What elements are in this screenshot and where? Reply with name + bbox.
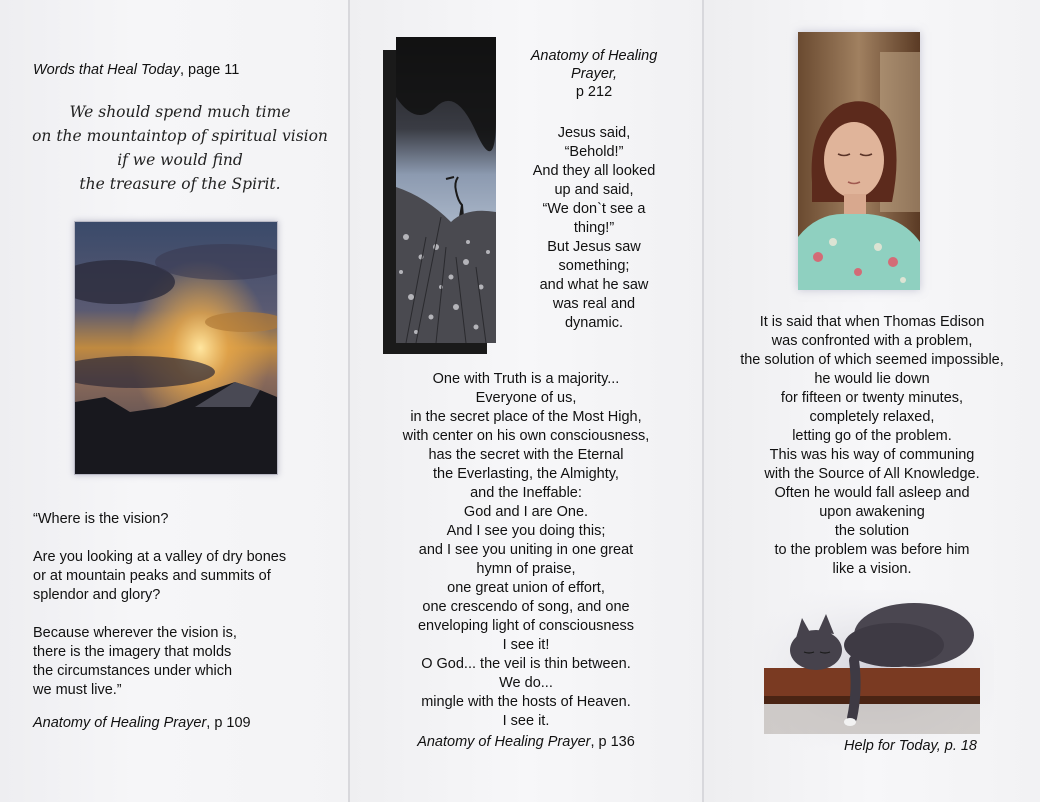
- passage-line: And I see you doing this;: [446, 523, 606, 539]
- edison-passage: [714, 313, 1030, 579]
- quote-line: or at mountain peaks and summits of: [33, 568, 271, 584]
- quote-line: something;: [558, 258, 630, 274]
- passage-line: hymn of praise,: [476, 561, 576, 577]
- quote-line: Jesus said,: [557, 125, 631, 141]
- passage-line: I see it.: [502, 713, 550, 729]
- quote-line: Are you looking at a valley of dry bones: [33, 549, 287, 565]
- quote-line: there is the imagery that molds: [33, 644, 232, 660]
- source-citation: Help for Today, p. 18: [844, 738, 977, 754]
- quote-paragraph: [33, 510, 333, 529]
- quote-line: “Where is the vision?: [33, 511, 169, 527]
- passage-line: he would lie down: [814, 371, 930, 387]
- truth-passage: [370, 370, 682, 731]
- passage-line: mingle with the hosts of Heaven.: [421, 694, 631, 710]
- quote-line: we must live.”: [33, 682, 122, 698]
- source-citation-bottom: [33, 715, 251, 731]
- passage-line: the solution of which seemed impossible,: [740, 352, 1004, 368]
- source-title: Words that Heal Today: [33, 62, 180, 78]
- poem-line: if we would find: [117, 151, 243, 169]
- panel-right: [704, 0, 1040, 802]
- source-title-line: Anatomy of Healing: [530, 48, 658, 64]
- source-citation-top: [33, 62, 239, 78]
- passage-line: enveloping light of consciousness: [417, 618, 635, 634]
- passage-line: with the Source of All Knowledge.: [764, 466, 980, 482]
- passage-line: the Everlasting, the Almighty,: [433, 466, 619, 482]
- sleeping-cat-photo: [754, 590, 994, 750]
- quote-line: And they all looked: [532, 163, 656, 179]
- passage-line: to the problem was before him: [774, 542, 970, 558]
- passage-line: one great union of effort,: [447, 580, 605, 596]
- source-page: p 212: [575, 84, 613, 100]
- passage-line: Often he would fall asleep and: [774, 485, 970, 501]
- passage-line: one crescendo of song, and one: [422, 599, 630, 615]
- quote-line: and what he saw: [539, 277, 649, 293]
- poem-quote: [20, 100, 340, 196]
- source-citation-bottom: [370, 734, 682, 750]
- meditating-woman-photo: [798, 32, 920, 290]
- passage-line: the solution: [834, 523, 910, 539]
- passage-line: This was his way of communing: [769, 447, 975, 463]
- quote-line: splendor and glory?: [33, 587, 161, 603]
- passage-line: We do...: [499, 675, 553, 691]
- jesus-quote: [505, 124, 683, 333]
- passage-line: and I see you uniting in one great: [418, 542, 634, 558]
- quote-line: But Jesus saw: [547, 239, 641, 255]
- passage-line: It is said that when Thomas Edison: [759, 314, 985, 330]
- passage-line: One with Truth is a majority...: [432, 371, 620, 387]
- quote-line: Because wherever the vision is,: [33, 625, 237, 641]
- source-title-line: Prayer,: [571, 66, 617, 82]
- source-page: , page 11: [179, 62, 240, 78]
- passage-line: upon awakening: [819, 504, 925, 520]
- passage-line: completely relaxed,: [809, 409, 935, 425]
- poem-line: We should spend much time: [69, 103, 291, 121]
- poem-line: on the mountaintop of spiritual vision: [32, 127, 328, 145]
- mountain-sunset-photo: [74, 221, 278, 475]
- quote-paragraph: [33, 624, 333, 700]
- heron-photo: [396, 37, 496, 343]
- passage-line: for fifteen or twenty minutes,: [780, 390, 964, 406]
- poem-line: the treasure of the Spirit.: [79, 175, 281, 193]
- vision-quote: [33, 510, 333, 719]
- quote-paragraph: [33, 548, 333, 605]
- quote-line: “We don`t see a: [542, 201, 646, 217]
- source-title: Anatomy of Healing Prayer: [417, 734, 591, 750]
- quote-line: thing!”: [573, 220, 615, 236]
- panel-middle: [350, 0, 702, 802]
- passage-line: O God... the veil is thin between.: [421, 656, 631, 672]
- passage-line: God and I are One.: [463, 504, 589, 520]
- passage-line: in the secret place of the Most High,: [410, 409, 642, 425]
- source-page: , p 109: [206, 715, 251, 731]
- passage-line: like a vision.: [832, 561, 912, 577]
- source-citation-top: [500, 47, 688, 101]
- source-page: , p 136: [590, 734, 635, 750]
- passage-line: and the Ineffable:: [470, 485, 582, 501]
- passage-line: letting go of the problem.: [792, 428, 952, 444]
- passage-line: I see it!: [502, 637, 550, 653]
- quote-line: was real and: [552, 296, 636, 312]
- panel-left: [0, 0, 348, 802]
- passage-line: was confronted with a problem,: [771, 333, 973, 349]
- quote-line: the circumstances under which: [33, 663, 233, 679]
- passage-line: Everyone of us,: [475, 390, 577, 406]
- passage-line: with center on his own consciousness,: [402, 428, 650, 444]
- quote-line: “Behold!”: [564, 144, 624, 160]
- quote-line: up and said,: [554, 182, 634, 198]
- passage-line: has the secret with the Eternal: [428, 447, 624, 463]
- quote-line: dynamic.: [564, 315, 624, 331]
- source-title: Anatomy of Healing Prayer: [33, 715, 207, 731]
